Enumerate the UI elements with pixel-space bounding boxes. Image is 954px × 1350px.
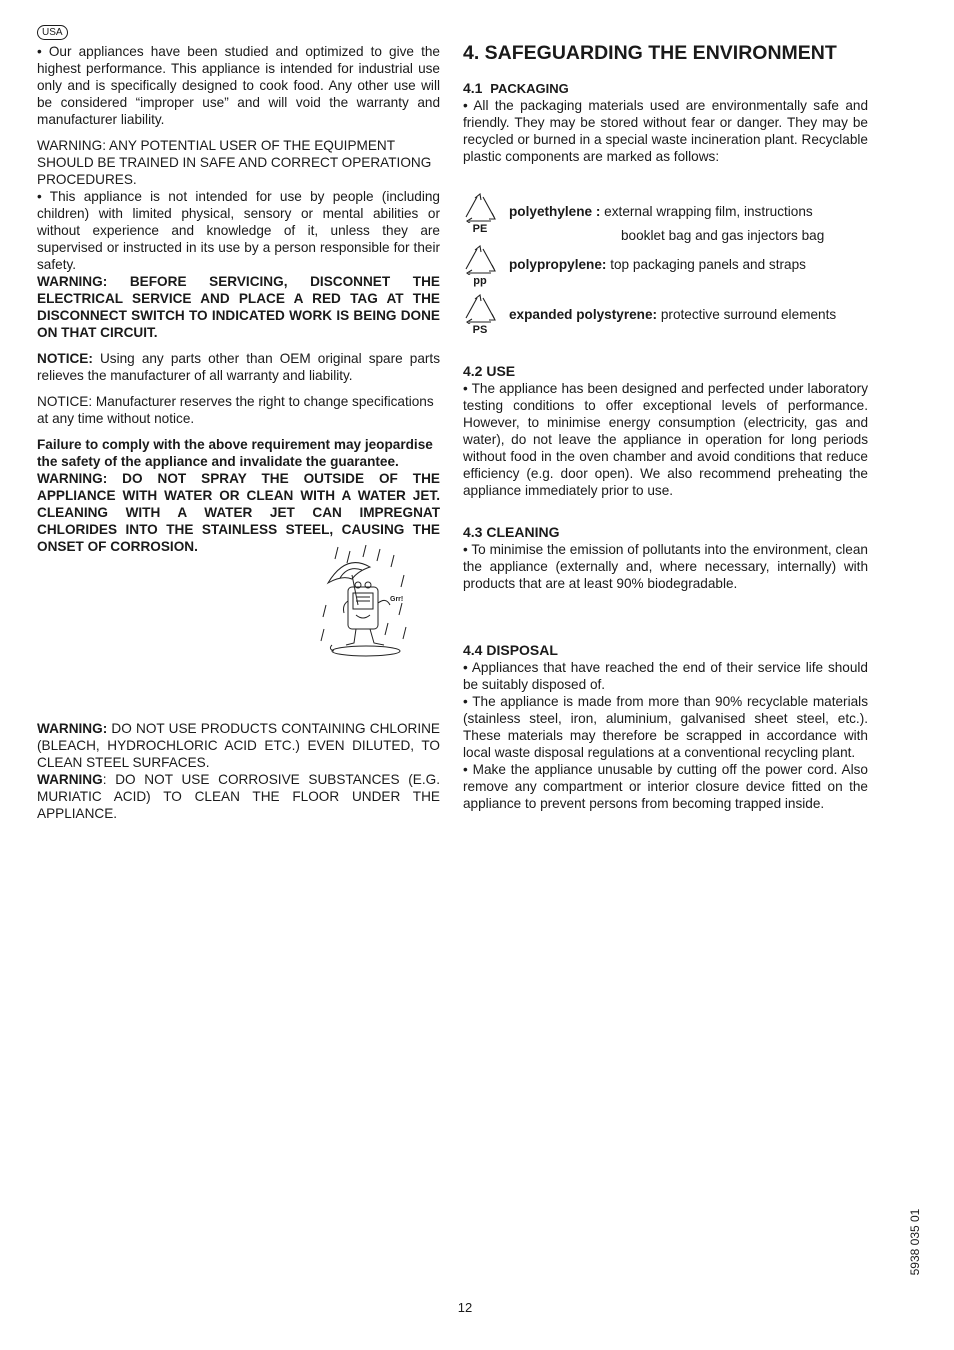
- use-heading: 4.2 USE: [463, 363, 516, 379]
- chlorine-warning-label: WARNING:: [37, 721, 108, 736]
- disposal-heading: 4.4 DISPOSAL: [463, 642, 558, 658]
- disposal-text-1: • Appliances that have reached the end of their service life should be suitably disposed of.: [463, 660, 868, 692]
- recycle-symbol-pp: [463, 245, 497, 287]
- intended-use-paragraph: • Our appliances have been studied and optimized to give the highest performance. This appliance is intended for industrial use only and is specifically designed to cook food. Any other use will be considered “improper use” and will void the warranty and manufacturer liability.: [37, 44, 440, 127]
- material-desc: external wrapping film, instructions: [600, 204, 813, 219]
- packaging-title: PACKAGING: [490, 81, 569, 96]
- left-column: [37, 22, 440, 822]
- document-code-text: 5938 035 01: [908, 1208, 922, 1276]
- recycle-symbol-pe: [463, 193, 497, 235]
- page-number: 12: [457, 1300, 473, 1315]
- recycle-code: PS: [472, 324, 488, 336]
- use-text: • The appliance has been designed and perfected under laboratory testing conditions to offer exceptional levels of performance. However, to minimise energy consumption (electricity, gas and water), do not leave the appliance in operation for long periods without food in the oven chamber and avoid conditions that reduce efficiency (e.g. door open). We also recommend preheating the appliance immediately prior to use.: [463, 381, 868, 498]
- packaging-heading: [463, 80, 868, 97]
- section-title: 4. SAFEGUARDING THE ENVIRONMENT: [463, 42, 837, 64]
- material-name: polypropylene:: [509, 257, 607, 272]
- recycle-code: pp: [473, 275, 487, 287]
- servicing-warning: WARNING: BEFORE SERVICING, DISCONNET THE ELECTRICAL SERVICE AND PLACE A RED TAG AT THE DISCONNECT SWITCH TO INDICATED WORK IS BEING DONE ON THAT CIRCUIT.: [37, 274, 440, 340]
- specification-notice: NOTICE: Manufacturer reserves the right to change specifications at any time without notice.: [37, 394, 434, 426]
- packaging-text: • All the packaging materials used are environmentally safe and friendly. They may be stored without fear or danger. They may be recycled or burned in a special waste incineration plant. Recyclable plastic components are marked as follows:: [463, 98, 868, 164]
- region-badge: USA: [37, 25, 68, 40]
- recycle-triangle-icon: [463, 294, 497, 324]
- oem-notice: [37, 350, 440, 384]
- failure-statement: Failure to comply with the above requirement may jeopardise the safety of the appliance and invalidate the guarantee.: [37, 437, 433, 469]
- packaging-number: 4.1: [463, 80, 483, 96]
- material-desc: protective surround elements: [657, 307, 837, 322]
- recycle-symbol-ps: [463, 294, 497, 336]
- disposal-text-2: • The appliance is made from more than 90% recyclable materials (stainless steel, iron, aluminium, galvanised sheet steel, etc.). These materials may therefore be scrapped in accordance with local waste disposal regulations at a conventional recycling plant.: [463, 694, 868, 760]
- recycle-text-ps: [509, 306, 836, 323]
- recycle-text-pp: [509, 256, 806, 273]
- material-desc: top packaging panels and straps: [606, 257, 806, 272]
- chlorine-warning: [37, 720, 440, 771]
- notice-text: Using any parts other than OEM original spare parts relieves the manufacturer of all warranty and liability.: [37, 351, 440, 383]
- disposal-text-3: • Make the appliance unusable by cutting off the power cord. Also remove any compartment or interior closure device fitted on the appliance to prevent persons from becoming trapped inside.: [463, 762, 868, 811]
- rain-cartoon-illustration: [318, 545, 413, 660]
- right-column: [463, 40, 868, 812]
- recycle-text-pe: [509, 203, 813, 220]
- cleaning-text: • To minimise the emission of pollutants into the environment, clean the appliance (externally and, where necessary, internally) with products that are at least 90% biodegradable.: [463, 542, 868, 591]
- corrosive-warning: [37, 771, 440, 822]
- notice-label: NOTICE:: [37, 351, 93, 366]
- cartoon-caption: Grr!: [390, 596, 404, 603]
- recycle-triangle-icon: [463, 245, 497, 275]
- water-jet-warning: WARNING: DO NOT SPRAY THE OUTSIDE OF THE APPLIANCE WITH WATER OR CLEAN WITH A WATER JET. CLEANING WITH A WATER JET CAN IMPREGNAT CHLORIDES INTO THE STAINLESS STEEL, CAUSING THE ONSET OF CORROSION.: [37, 471, 440, 554]
- recycle-triangle-icon: [463, 193, 497, 223]
- chlorine-warning-text: DO NOT USE PRODUCTS CONTAINING CHLORINE (BLEACH, HYDROCHLORIC ACID ETC.) EVEN DILUTED, TO CLEAN STEEL SURFACES.: [37, 721, 440, 770]
- corrosive-warning-text: : DO NOT USE CORROSIVE SUBSTANCES (E.G. MURIATIC ACID) TO CLEAN THE FLOOR UNDER THE APPLIANCE.: [37, 772, 440, 821]
- cleaning-heading: 4.3 CLEANING: [463, 524, 560, 540]
- recycle-code: PE: [472, 223, 488, 235]
- material-name: expanded polystyrene:: [509, 307, 658, 322]
- supervision-paragraph: • This appliance is not intended for use by people (including children) with limited physical, sensory or mental abilities or without experience and knowledge of it, unless they are supervised or instructed in its use by a person responsible for their safety.: [37, 189, 440, 272]
- document-code: [908, 1205, 922, 1280]
- training-warning: WARNING: ANY POTENTIAL USER OF THE EQUIPMENT SHOULD BE TRAINED IN SAFE AND CORRECT OPERATIONG PROCEDURES.: [37, 138, 432, 187]
- material-name: polyethylene :: [509, 204, 601, 219]
- recycle-text-pe-line2: booklet bag and gas injectors bag: [621, 228, 825, 243]
- corrosive-warning-label: WARNING: [37, 772, 103, 787]
- recycle-symbols: [463, 165, 868, 336]
